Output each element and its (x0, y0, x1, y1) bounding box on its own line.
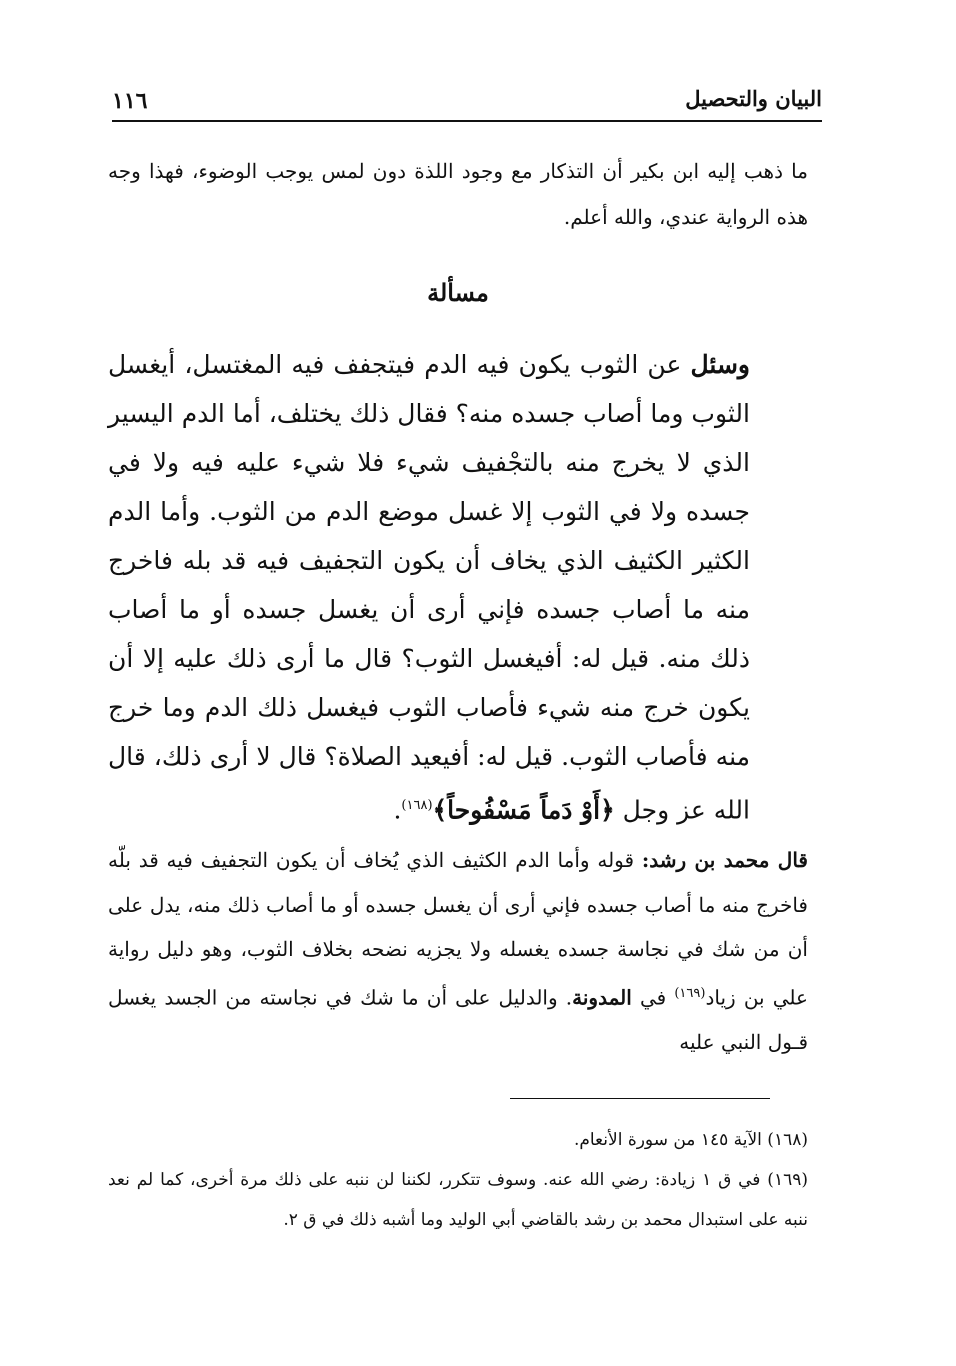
footnote-divider (510, 1098, 770, 1099)
footnote-168: (١٦٨) الآية ١٤٥ من سورة الأنعام. (573, 1130, 808, 1150)
running-title: البيان والتحصيل (685, 86, 822, 111)
answer-paragraph (108, 838, 808, 1064)
footnote-ref-168: (١٦٨) (401, 798, 433, 813)
intro-paragraph: ما ذهب إليه ابن بكير أن التذكار مع وجود اللذة دون لمس يوجب الوضوء، فهذا وجه هذه الرواية عندي، والله أعلم. (108, 159, 808, 229)
header-rule (112, 120, 822, 122)
footnote-ref-169: (١٦٩) (674, 985, 706, 1001)
page-number: ١١٦ (112, 88, 148, 114)
page-header (112, 80, 822, 120)
question-lead: وسئل (690, 350, 750, 379)
section-heading: مسألة (427, 278, 489, 307)
answer-text-1: قوله وأما الدم الكثيف الذي يُخاف أن يكون التجفيف فيه قد بلّه فاخرج منه ما أصاب جسده فإني أرى أن يغسل جسده أو ما أصاب ذلك منه، يدل على أن من شك في نجاسة جسده يغسله ولا يجزيه نضحه بخلاف الثوب، وهو دليل رواية علي بن زياد (108, 848, 808, 1010)
question-paragraph (108, 340, 808, 834)
quran-quote: ﴿أَوْ دَماً مَسْفُوحاً﴾ (432, 795, 615, 825)
question-end: . (393, 795, 402, 825)
question-text: عن الثوب يكون فيه الدم فيتجفف فيه المغتسل، أيغسل الثوب وما أصاب جسده منه؟ فقال ذلك يختلف، أما الدم اليسير الذي لا يخرج منه بالتجْفيف شيء فلا شيء عليه فيه ولا في جسده ولا في الثوب إلا غسل موضع الدم من الثوب. وأما الدم الكثير الكثيف الذي يخاف أن يكون التجفيف فيه قد بله فاخرج منه ما أصاب جسده فإني أرى أن يغسل جسده أو ما أصاب ذلك منه. قيل له: أفيغسل الثوب؟ قال ما أرى ذلك عليه إلا أن يكون خرج منه شيء فأصاب الثوب فيغسل ذلك الدم وما خرج منه فأصاب الثوب. قيل له: أفيعيد الصلاة؟ قال لا أرى ذلك، قال الله عز وجل (108, 350, 750, 825)
answer-lead: قال محمد بن رشد: (641, 848, 808, 872)
answer-text-2: . والدليل على أن ما شك في نجاسته من الجسد يغسل قـول النبي عليه (108, 985, 808, 1054)
answer-bold-word: المدونة (572, 985, 632, 1010)
footnotes (108, 1120, 808, 1240)
footnote-169: (١٦٩) في ق ١ زيادة: رضي الله عنه. وسوف تتكرر، لكننا لن ننبه على ذلك مرة أخرى، كما لم نعد ننبه على استبدال محمد بن رشد بالقاضي أبي الوليد وما أشبه ذلك في ق ٢. (108, 1170, 808, 1230)
answer-mid: في (631, 985, 675, 1010)
